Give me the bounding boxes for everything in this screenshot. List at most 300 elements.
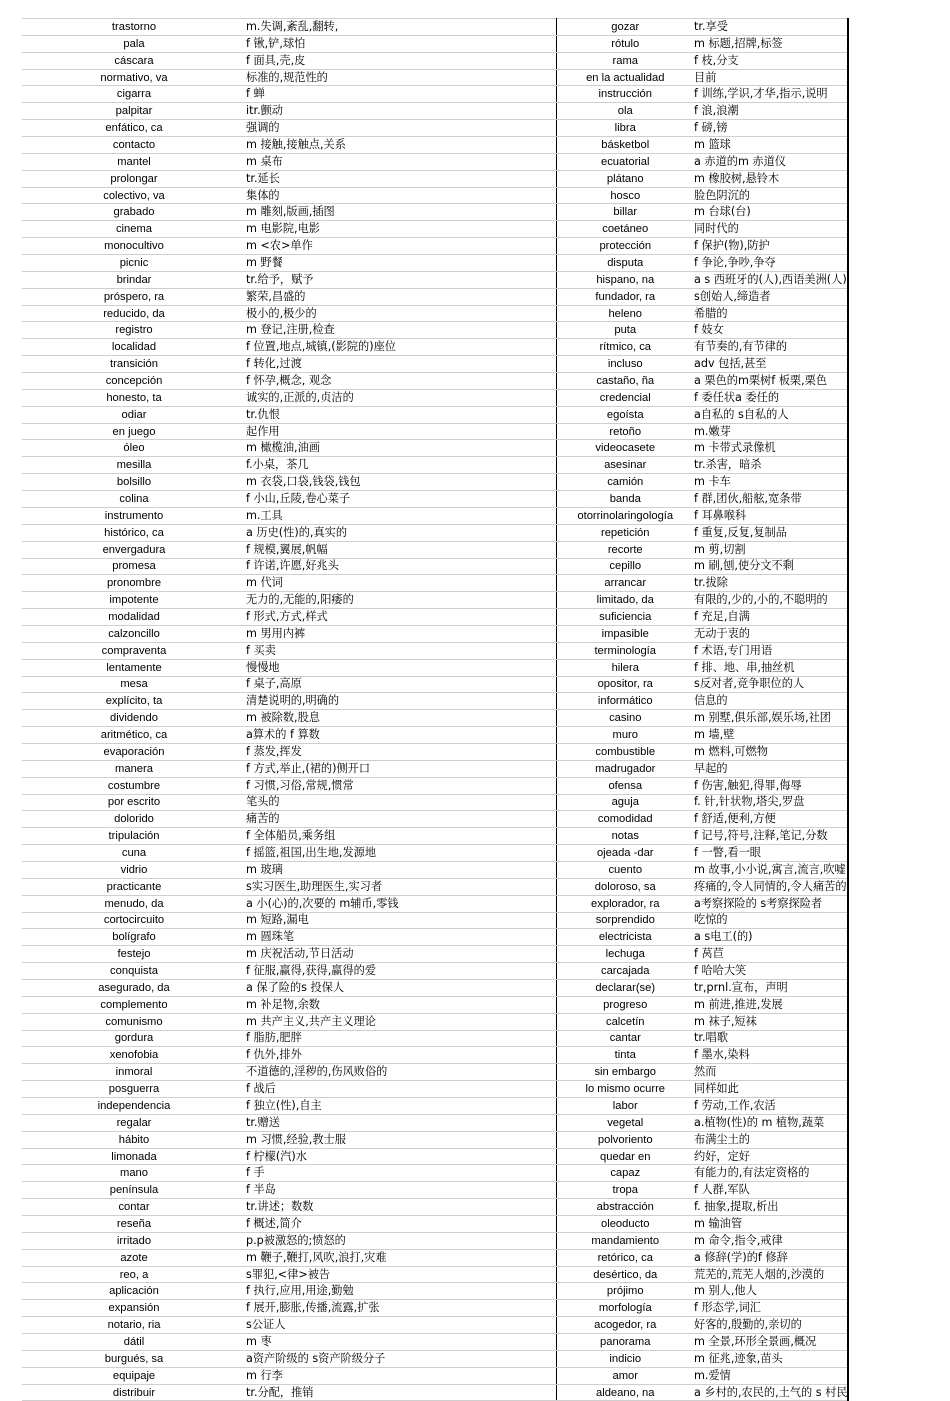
- spanish-word-left: mesilla: [22, 457, 246, 474]
- spanish-word-right: doloroso, sa: [556, 878, 694, 895]
- table-row: [22, 238, 848, 255]
- spanish-word-left: contacto: [22, 137, 246, 154]
- spanish-word-left: mano: [22, 1165, 246, 1182]
- spanish-word-left: mantel: [22, 153, 246, 170]
- definition-right: m 前进,推进,发展: [694, 996, 848, 1013]
- definition-left: 起作用: [246, 423, 556, 440]
- table-row: [22, 828, 848, 845]
- spanish-word-left: cinema: [22, 221, 246, 238]
- definition-left: m 野餐: [246, 255, 556, 272]
- definition-right: f 形态学,词汇: [694, 1300, 848, 1317]
- table-row: [22, 861, 848, 878]
- spanish-word-left: enfático, ca: [22, 120, 246, 137]
- spanish-word-left: posguerra: [22, 1081, 246, 1098]
- definition-left: f 桌子,高原: [246, 676, 556, 693]
- definition-right: 脸色阴沉的: [694, 187, 848, 204]
- spanish-word-right: tinta: [556, 1047, 694, 1064]
- definition-right: m.嫩芽: [694, 423, 848, 440]
- spanish-word-right: electricista: [556, 929, 694, 946]
- definition-right: m 卡带式录像机: [694, 440, 848, 457]
- table-row: [22, 1148, 848, 1165]
- spanish-word-left: aritmético, ca: [22, 727, 246, 744]
- table-row: [22, 69, 848, 86]
- definition-right: f 人群,军队: [694, 1182, 848, 1199]
- spanish-word-left: notario, ria: [22, 1317, 246, 1334]
- spanish-word-right: arrancar: [556, 575, 694, 592]
- table-row: [22, 305, 848, 322]
- definition-left: m 电影院,电影: [246, 221, 556, 238]
- definition-left: 强调的: [246, 120, 556, 137]
- definition-left: m 桌布: [246, 153, 556, 170]
- table-row: [22, 255, 848, 272]
- spanish-word-left: complemento: [22, 996, 246, 1013]
- spanish-word-left: compraventa: [22, 642, 246, 659]
- spanish-word-right: retórico, ca: [556, 1249, 694, 1266]
- spanish-word-left: lentamente: [22, 659, 246, 676]
- definition-right: 约好，定好: [694, 1148, 848, 1165]
- spanish-word-left: explícito, ta: [22, 693, 246, 710]
- table-row: [22, 609, 848, 626]
- definition-left: p.p被激怒的;愤怒的: [246, 1232, 556, 1249]
- spanish-word-left: aplicación: [22, 1283, 246, 1300]
- spanish-word-left: mesa: [22, 676, 246, 693]
- vocabulary-table-body: [22, 19, 848, 1401]
- spanish-word-left: contar: [22, 1199, 246, 1216]
- definition-left: m 被除数,股息: [246, 710, 556, 727]
- definition-right: 同样如此: [694, 1081, 848, 1098]
- table-row: [22, 996, 848, 1013]
- table-row: [22, 1300, 848, 1317]
- definition-left: 慢慢地: [246, 659, 556, 676]
- table-row: [22, 271, 848, 288]
- definition-left: f 位置,地点,城镇,(影院的)座位: [246, 339, 556, 356]
- spanish-word-left: picnic: [22, 255, 246, 272]
- table-row: [22, 524, 848, 541]
- spanish-word-left: registro: [22, 322, 246, 339]
- spanish-word-left: prolongar: [22, 170, 246, 187]
- spanish-word-right: indicio: [556, 1350, 694, 1367]
- definition-left: s实习医生,助理医生,实习者: [246, 878, 556, 895]
- spanish-word-right: acogedor, ra: [556, 1317, 694, 1334]
- spanish-word-right: repetición: [556, 524, 694, 541]
- table-row: [22, 575, 848, 592]
- table-row: [22, 929, 848, 946]
- definition-right: m 剪,切割: [694, 541, 848, 558]
- spanish-word-right: billar: [556, 204, 694, 221]
- spanish-word-left: próspero, ra: [22, 288, 246, 305]
- table-row: [22, 1199, 848, 1216]
- definition-left: 无力的,无能的,阳痿的: [246, 592, 556, 609]
- definition-right: adv 包括,甚至: [694, 356, 848, 373]
- spanish-word-right: hilera: [556, 659, 694, 676]
- definition-right: f 枝,分支: [694, 52, 848, 69]
- spanish-word-left: óleo: [22, 440, 246, 457]
- table-row: [22, 1283, 848, 1300]
- definition-left: f 独立(性),自主: [246, 1098, 556, 1115]
- definition-right: 疼痛的,令人同情的,令人痛苦的: [694, 878, 848, 895]
- definition-left: f 执行,应用,用途,勤勉: [246, 1283, 556, 1300]
- definition-right: 布满尘土的: [694, 1131, 848, 1148]
- definition-left: m 枣: [246, 1334, 556, 1351]
- table-row: [22, 625, 848, 642]
- spanish-word-right: abstracción: [556, 1199, 694, 1216]
- spanish-word-left: impotente: [22, 592, 246, 609]
- spanish-word-right: asesinar: [556, 457, 694, 474]
- definition-left: 集体的: [246, 187, 556, 204]
- spanish-word-left: odiar: [22, 406, 246, 423]
- definition-right: f 磅,镑: [694, 120, 848, 137]
- spanish-word-left: expansión: [22, 1300, 246, 1317]
- spanish-word-right: incluso: [556, 356, 694, 373]
- definition-right: f 妓女: [694, 322, 848, 339]
- definition-left: f 小山,丘陵,卷心菜子: [246, 491, 556, 508]
- table-row: [22, 1030, 848, 1047]
- table-row: [22, 103, 848, 120]
- table-row: [22, 356, 848, 373]
- table-row: [22, 406, 848, 423]
- spanish-word-left: evaporación: [22, 743, 246, 760]
- spanish-word-right: sorprendido: [556, 912, 694, 929]
- spanish-word-left: trastorno: [22, 19, 246, 36]
- spanish-word-right: rótulo: [556, 35, 694, 52]
- table-row: [22, 153, 848, 170]
- definition-right: f 劳动,工作,农活: [694, 1098, 848, 1115]
- definition-left: f 方式,举止,(裙的)侧开口: [246, 760, 556, 777]
- table-row: [22, 1350, 848, 1367]
- spanish-word-right: vegetal: [556, 1114, 694, 1131]
- definition-right: f 一瞥,看一眼: [694, 845, 848, 862]
- spanish-word-right: ola: [556, 103, 694, 120]
- definition-left: a 历史(性)的,真实的: [246, 524, 556, 541]
- definition-left: f 规模,翼展,帆幅: [246, 541, 556, 558]
- definition-left: 痛苦的: [246, 811, 556, 828]
- definition-left: f 锹,铲,球怕: [246, 35, 556, 52]
- spanish-word-left: equipaje: [22, 1367, 246, 1384]
- definition-left: 清楚说明的,明确的: [246, 693, 556, 710]
- spanish-word-right: desértico, da: [556, 1266, 694, 1283]
- spanish-word-left: bolsillo: [22, 474, 246, 491]
- spanish-word-left: brindar: [22, 271, 246, 288]
- spanish-word-left: distribuir: [22, 1384, 246, 1401]
- spanish-word-right: aldeano, na: [556, 1384, 694, 1401]
- definition-left: a资产阶级的 s资产阶级分子: [246, 1350, 556, 1367]
- table-row: [22, 1384, 848, 1401]
- spanish-word-left: reseña: [22, 1216, 246, 1233]
- spanish-word-right: casino: [556, 710, 694, 727]
- spanish-word-right: protección: [556, 238, 694, 255]
- definition-left: m 雕刻,版画,插图: [246, 204, 556, 221]
- table-row: [22, 1064, 848, 1081]
- spanish-word-right: plátano: [556, 170, 694, 187]
- table-row: [22, 1317, 848, 1334]
- spanish-word-right: notas: [556, 828, 694, 845]
- table-row: [22, 1013, 848, 1030]
- spanish-word-right: ojeada -dar: [556, 845, 694, 862]
- table-row: [22, 1098, 848, 1115]
- spanish-word-right: lo mismo ocurre: [556, 1081, 694, 1098]
- spanish-word-right: capaz: [556, 1165, 694, 1182]
- spanish-word-left: calzoncillo: [22, 625, 246, 642]
- definition-left: f 柠檬(汽)水: [246, 1148, 556, 1165]
- definition-right: a s电工(的): [694, 929, 848, 946]
- definition-right: tr,prnl.宣布，声明: [694, 979, 848, 996]
- definition-right: f. 针,针状物,塔尖,罗盘: [694, 794, 848, 811]
- definition-left: f 脂肪,肥胖: [246, 1030, 556, 1047]
- definition-right: tr.唱歌: [694, 1030, 848, 1047]
- spanish-word-right: ofensa: [556, 777, 694, 794]
- table-row: [22, 423, 848, 440]
- definition-left: a 小(心)的,次要的 m辅币,零钱: [246, 895, 556, 912]
- definition-left: a 保了险的s 投保人: [246, 979, 556, 996]
- spanish-word-left: reducido, da: [22, 305, 246, 322]
- definition-left: f 概述,简介: [246, 1216, 556, 1233]
- definition-left: tr.讲述；数数: [246, 1199, 556, 1216]
- definition-left: m 衣袋,口袋,钱袋,钱包: [246, 474, 556, 491]
- spanish-word-right: prójimo: [556, 1283, 694, 1300]
- definition-right: m 别墅,俱乐部,娱乐场,社团: [694, 710, 848, 727]
- spanish-word-left: hábito: [22, 1131, 246, 1148]
- definition-right: m 袜子,短袜: [694, 1013, 848, 1030]
- spanish-word-right: quedar en: [556, 1148, 694, 1165]
- definition-right: 然而: [694, 1064, 848, 1081]
- table-row: [22, 777, 848, 794]
- table-row: [22, 322, 848, 339]
- table-row: [22, 204, 848, 221]
- spanish-word-left: dividendo: [22, 710, 246, 727]
- spanish-word-right: rítmico, ca: [556, 339, 694, 356]
- definition-left: f 全体船员,乘务组: [246, 828, 556, 845]
- table-row: [22, 1081, 848, 1098]
- definition-right: 信息的: [694, 693, 848, 710]
- spanish-word-left: pronombre: [22, 575, 246, 592]
- spanish-word-left: honesto, ta: [22, 389, 246, 406]
- table-row: [22, 440, 848, 457]
- spanish-word-left: modalidad: [22, 609, 246, 626]
- definition-left: m.失调,紊乱,翻转,: [246, 19, 556, 36]
- table-row: [22, 137, 848, 154]
- definition-right: m 墙,壁: [694, 727, 848, 744]
- definition-right: 荒芜的,荒芜人烟的,沙漠的: [694, 1266, 848, 1283]
- definition-right: 有限的,少的,小的,不聪明的: [694, 592, 848, 609]
- spanish-word-right: básketbol: [556, 137, 694, 154]
- spanish-word-left: vidrio: [22, 861, 246, 878]
- spanish-word-right: cepillo: [556, 558, 694, 575]
- spanish-word-left: colectivo, va: [22, 187, 246, 204]
- spanish-word-left: colina: [22, 491, 246, 508]
- spanish-word-right: carcajada: [556, 963, 694, 980]
- definition-left: s罪犯,<律>被告: [246, 1266, 556, 1283]
- spanish-word-right: comodidad: [556, 811, 694, 828]
- table-row: [22, 946, 848, 963]
- definition-left: tr.延长: [246, 170, 556, 187]
- definition-right: f 哈哈大笑: [694, 963, 848, 980]
- definition-left: f 怀孕,概念, 观念: [246, 373, 556, 390]
- table-row: [22, 86, 848, 103]
- definition-right: m 命令,指令,戒律: [694, 1232, 848, 1249]
- table-row: [22, 1182, 848, 1199]
- table-row: [22, 1367, 848, 1384]
- spanish-word-left: irritado: [22, 1232, 246, 1249]
- definition-left: f 转化,过渡: [246, 356, 556, 373]
- spanish-word-right: credencial: [556, 389, 694, 406]
- table-row: [22, 170, 848, 187]
- spanish-word-right: puta: [556, 322, 694, 339]
- spanish-word-right: recorte: [556, 541, 694, 558]
- spanish-word-left: en juego: [22, 423, 246, 440]
- table-row: [22, 457, 848, 474]
- spanish-word-right: tropa: [556, 1182, 694, 1199]
- definition-left: m.工具: [246, 507, 556, 524]
- definition-right: s创始人,缔造者: [694, 288, 848, 305]
- definition-right: f 浪,浪潮: [694, 103, 848, 120]
- definition-right: f 墨水,染料: [694, 1047, 848, 1064]
- table-row: [22, 727, 848, 744]
- definition-left: m 习惯,经验,教士服: [246, 1131, 556, 1148]
- spanish-word-left: dolorido: [22, 811, 246, 828]
- definition-left: f 形式,方式,样式: [246, 609, 556, 626]
- table-row: [22, 963, 848, 980]
- spanish-word-right: limitado, da: [556, 592, 694, 609]
- spanish-word-right: amor: [556, 1367, 694, 1384]
- definition-left: 繁荣,昌盛的: [246, 288, 556, 305]
- definition-left: m 玻璃: [246, 861, 556, 878]
- definition-right: tr.拔除: [694, 575, 848, 592]
- definition-right: f 争论,争吵,争夺: [694, 255, 848, 272]
- table-row: [22, 676, 848, 693]
- definition-right: s反对者,竞争职位的人: [694, 676, 848, 693]
- definition-left: 笔头的: [246, 794, 556, 811]
- definition-left: m 圆珠笔: [246, 929, 556, 946]
- definition-left: m 共产主义,共产主义理论: [246, 1013, 556, 1030]
- definition-right: a 赤道的m 赤道仪: [694, 153, 848, 170]
- definition-right: m 征兆,迹象,苗头: [694, 1350, 848, 1367]
- spanish-word-right: banda: [556, 491, 694, 508]
- definition-left: tr.仇恨: [246, 406, 556, 423]
- definition-left: m 鞭子,鞭打,风吹,浪打,灾难: [246, 1249, 556, 1266]
- spanish-word-right: coetáneo: [556, 221, 694, 238]
- spanish-word-right: en la actualidad: [556, 69, 694, 86]
- spanish-word-left: concepción: [22, 373, 246, 390]
- table-row: [22, 912, 848, 929]
- definition-right: 希腊的: [694, 305, 848, 322]
- definition-right: a 栗色的m栗树f 板栗,栗色: [694, 373, 848, 390]
- definition-right: f 莴苣: [694, 946, 848, 963]
- definition-right: f 伤害,触犯,得罪,侮辱: [694, 777, 848, 794]
- definition-left: f 摇篮,祖国,出生地,发源地: [246, 845, 556, 862]
- table-row: [22, 339, 848, 356]
- definition-right: f. 抽象,提取,析出: [694, 1199, 848, 1216]
- definition-right: f 重复,反复,复制品: [694, 524, 848, 541]
- definition-right: 同时代的: [694, 221, 848, 238]
- spanish-word-left: envergadura: [22, 541, 246, 558]
- definition-right: m 橡胶树,悬铃木: [694, 170, 848, 187]
- spanish-word-right: videocasete: [556, 440, 694, 457]
- spanish-word-right: polvoriento: [556, 1131, 694, 1148]
- definition-right: a自私的 s自私的人: [694, 406, 848, 423]
- spanish-word-right: opositor, ra: [556, 676, 694, 693]
- definition-right: f 舒适,便利,方便: [694, 811, 848, 828]
- table-row: [22, 845, 848, 862]
- spanish-word-left: promesa: [22, 558, 246, 575]
- spanish-word-left: palpitar: [22, 103, 246, 120]
- definition-right: 无动于衷的: [694, 625, 848, 642]
- spanish-word-left: limonada: [22, 1148, 246, 1165]
- table-row: [22, 1047, 848, 1064]
- definition-right: m 燃料,可燃物: [694, 743, 848, 760]
- definition-left: f 蒸发,挥发: [246, 743, 556, 760]
- definition-left: f 面具,壳,皮: [246, 52, 556, 69]
- definition-left: tr.赠送: [246, 1114, 556, 1131]
- spanish-word-left: bolígrafo: [22, 929, 246, 946]
- spanish-word-left: normativo, va: [22, 69, 246, 86]
- definition-right: a.植物(性)的 m 植物,蔬菜: [694, 1114, 848, 1131]
- vocabulary-table: [22, 18, 849, 1401]
- spanish-word-left: cuna: [22, 845, 246, 862]
- spanish-word-right: declarar(se): [556, 979, 694, 996]
- definition-right: m 标题,招牌,标签: [694, 35, 848, 52]
- spanish-word-right: egoísta: [556, 406, 694, 423]
- spanish-word-left: gordura: [22, 1030, 246, 1047]
- spanish-word-left: manera: [22, 760, 246, 777]
- spanish-word-left: por escrito: [22, 794, 246, 811]
- spanish-word-left: regalar: [22, 1114, 246, 1131]
- definition-left: itr.颤动: [246, 103, 556, 120]
- definition-left: f.小桌，茶几: [246, 457, 556, 474]
- definition-left: m 橄榄油,油画: [246, 440, 556, 457]
- definition-left: tr.分配，推销: [246, 1384, 556, 1401]
- table-row: [22, 743, 848, 760]
- spanish-word-left: instrumento: [22, 507, 246, 524]
- spanish-word-left: practicante: [22, 878, 246, 895]
- definition-right: m 篮球: [694, 137, 848, 154]
- table-row: [22, 811, 848, 828]
- definition-right: 目前: [694, 69, 848, 86]
- spanish-word-right: aguja: [556, 794, 694, 811]
- spanish-word-left: cigarra: [22, 86, 246, 103]
- spanish-word-left: península: [22, 1182, 246, 1199]
- table-row: [22, 187, 848, 204]
- spanish-word-right: libra: [556, 120, 694, 137]
- definition-left: f 战后: [246, 1081, 556, 1098]
- spanish-word-left: dátil: [22, 1334, 246, 1351]
- definition-right: a s 西班牙的(人),西语美洲(人): [694, 271, 848, 288]
- spanish-word-right: cantar: [556, 1030, 694, 1047]
- spanish-word-left: comunismo: [22, 1013, 246, 1030]
- table-row: [22, 35, 848, 52]
- definition-left: f 征服,赢得,获得,赢得的爱: [246, 963, 556, 980]
- definition-right: m.爱情: [694, 1367, 848, 1384]
- spanish-word-right: progreso: [556, 996, 694, 1013]
- table-row: [22, 288, 848, 305]
- spanish-word-left: festejo: [22, 946, 246, 963]
- table-row: [22, 221, 848, 238]
- table-row: [22, 693, 848, 710]
- definition-left: f 手: [246, 1165, 556, 1182]
- spanish-word-right: camión: [556, 474, 694, 491]
- spanish-word-right: madrugador: [556, 760, 694, 777]
- definition-right: m 全景,环形全景画,概况: [694, 1334, 848, 1351]
- spanish-word-right: rama: [556, 52, 694, 69]
- spanish-word-right: calcetín: [556, 1013, 694, 1030]
- spanish-word-left: inmoral: [22, 1064, 246, 1081]
- spanish-word-right: suficiencia: [556, 609, 694, 626]
- table-row: [22, 1266, 848, 1283]
- table-row: [22, 895, 848, 912]
- definition-left: m 行李: [246, 1367, 556, 1384]
- definition-left: tr.给予，赋予: [246, 271, 556, 288]
- spanish-word-right: cuento: [556, 861, 694, 878]
- definition-left: f 仇外,排外: [246, 1047, 556, 1064]
